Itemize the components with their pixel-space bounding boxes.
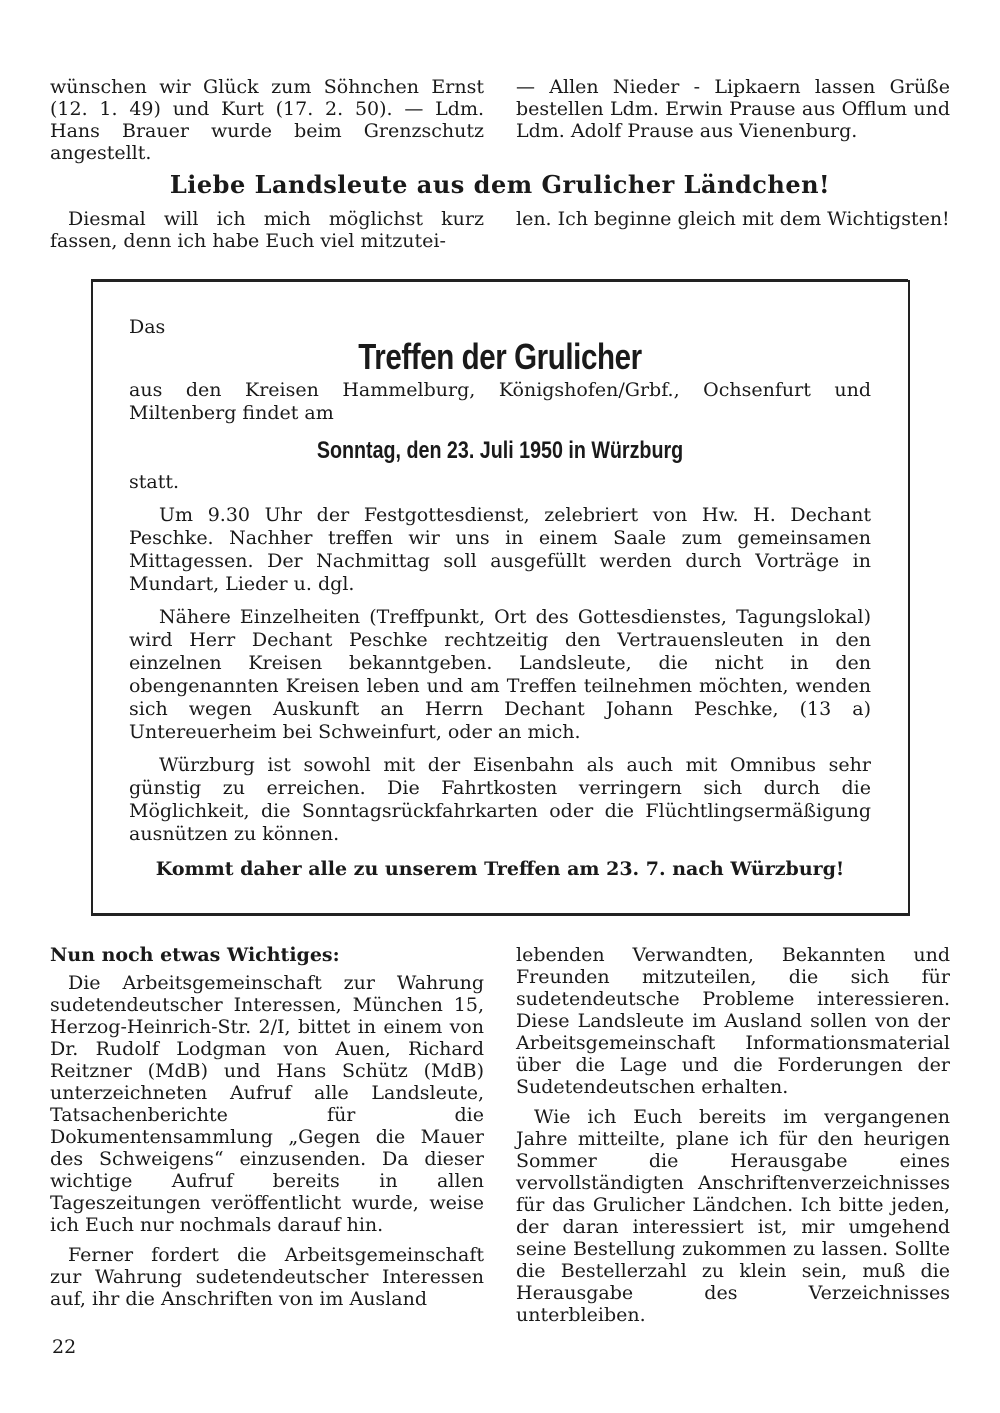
top-right-column: [516, 76, 950, 164]
intro-right-column: [516, 208, 950, 252]
section-headline: Liebe Landsleute aus dem Grulicher Ländchen!: [169, 170, 831, 199]
announcement-das: Das: [129, 316, 166, 338]
bottom-right-paragraph-1: lebenden Verwandten, Bekannten und Freunden mitzuteilen, die sich für sudetendeutsche Probleme interessieren. Diese Landsleute im Ausland sollen von der Arbeitsgemeinschaft Informationsmaterial über die Lage und die Forderungen der Sudetendeutschen erhalten.: [516, 944, 950, 1098]
intro-columns: [50, 208, 950, 252]
event-date: Sonntag, den 23. Juli 1950 in Würzburg: [316, 437, 684, 464]
announcement-paragraph-1: Um 9.30 Uhr der Festgottesdienst, zelebriert von Hw. H. Dechant Peschke. Nachher treffen wir uns in einem Saale zum gemeinsamen Mittagessen. Der Nachmittag soll ausgefüllt werden durch Vorträge in Mundart, Lieder u. dgl.: [129, 504, 871, 595]
announcement-closing: Kommt daher alle zu unserem Treffen am 23. 7. nach Würzburg!: [155, 858, 845, 880]
top-left-text: wünschen wir Glück zum Söhnchen Ernst (12. 1. 49) und Kurt (17. 2. 50). — Ldm. Hans Brauer wurde beim Grenzschutz angestellt.: [50, 76, 484, 164]
bottom-left-paragraph-1: Die Arbeitsgemeinschaft zur Wahrung sudetendeutscher Interessen, München 15, Herzog-Heinrich-Str. 2/I, bittet in einem von Dr. Rudolf Lodgman von Auen, Richard Reitzner (MdB) und Hans Schütz (MdB) unterzeichneten Aufruf alle Landsleute, Tatsachenberichte für die Dokumentensammlung „Gegen die Mauer des Schweigens“ einzusenden. Da dieser wichtige Aufruf bereits in allen Tageszeitungen veröffentlicht wurde, weise ich Euch nur nochmals darauf hin.: [50, 972, 484, 1236]
bottom-right-column: [516, 944, 950, 1326]
announcement-bottom-rule: [91, 913, 908, 916]
announcement-box: [91, 280, 910, 916]
event-districts: aus den Kreisen Hammelburg, Königshofen/Grbf., Ochsenfurt und Miltenberg findet am: [129, 379, 871, 424]
bottom-right-paragraph-2: Wie ich Euch bereits im vergangenen Jahre mitteilte, plane ich für den heurigen Sommer die Herausgabe eines vervollständigten Anschriftenverzeichnisses für das Grulicher Ländchen. Ich bitte jeden, der daran interessiert ist, mir umgehend seine Bestellung zukommen zu lassen. Sollte die Bestellerzahl zu klein sein, muß die Herausgabe des Verzeichnisses unterbleiben.: [516, 1106, 950, 1326]
event-statt: statt.: [129, 471, 180, 493]
announcement-paragraph-2: Nähere Einzelheiten (Treffpunkt, Ort des Gottesdienstes, Tagungslokal) wird Herr Dechant Peschke rechtzeitig den Vertrauensleuten in den einzelnen Kreisen bekanntgeben. Landsleute, die nicht in den obengenannten Kreisen leben und am Treffen teilnehmen möchten, wenden sich wegen Auskunft an Herrn Dechant Johann Peschke, (13 a) Untereuerheim bei Schweinfurt, oder an mich.: [129, 606, 871, 743]
bottom-left-column: [50, 944, 484, 1326]
bottom-columns: [50, 944, 950, 1326]
intro-left-column: [50, 208, 484, 252]
intro-right-text: len. Ich beginne gleich mit dem Wichtigsten!: [516, 208, 950, 230]
sub-heading: Nun noch etwas Wichtiges:: [50, 944, 340, 966]
page-number: 22: [52, 1336, 77, 1358]
announcement-content: [129, 316, 871, 881]
event-title: Treffen der Grulicher: [358, 336, 642, 377]
intro-left-text: Diesmal will ich mich möglichst kurz fassen, denn ich habe Euch viel mitzutei-: [50, 208, 484, 252]
top-columns: [50, 76, 950, 164]
bottom-left-paragraph-2: Ferner fordert die Arbeitsgemeinschaft zur Wahrung sudetendeutscher Interessen auf, ihr die Anschriften von im Ausland: [50, 1244, 484, 1310]
top-right-text: — Allen Nieder - Lipkaern lassen Grüße bestellen Ldm. Erwin Prause aus Offlum und Ldm. Adolf Prause aus Vienenburg.: [516, 76, 950, 142]
top-left-column: [50, 76, 484, 164]
announcement-paragraph-3: Würzburg ist sowohl mit der Eisenbahn als auch mit Omnibus sehr günstig zu erreichen. Die Fahrtkosten verringern sich durch die Möglichkeit, die Sonntagsrückfahrkarten oder die Flüchtlingsermäßigung ausnützen zu können.: [129, 754, 871, 845]
